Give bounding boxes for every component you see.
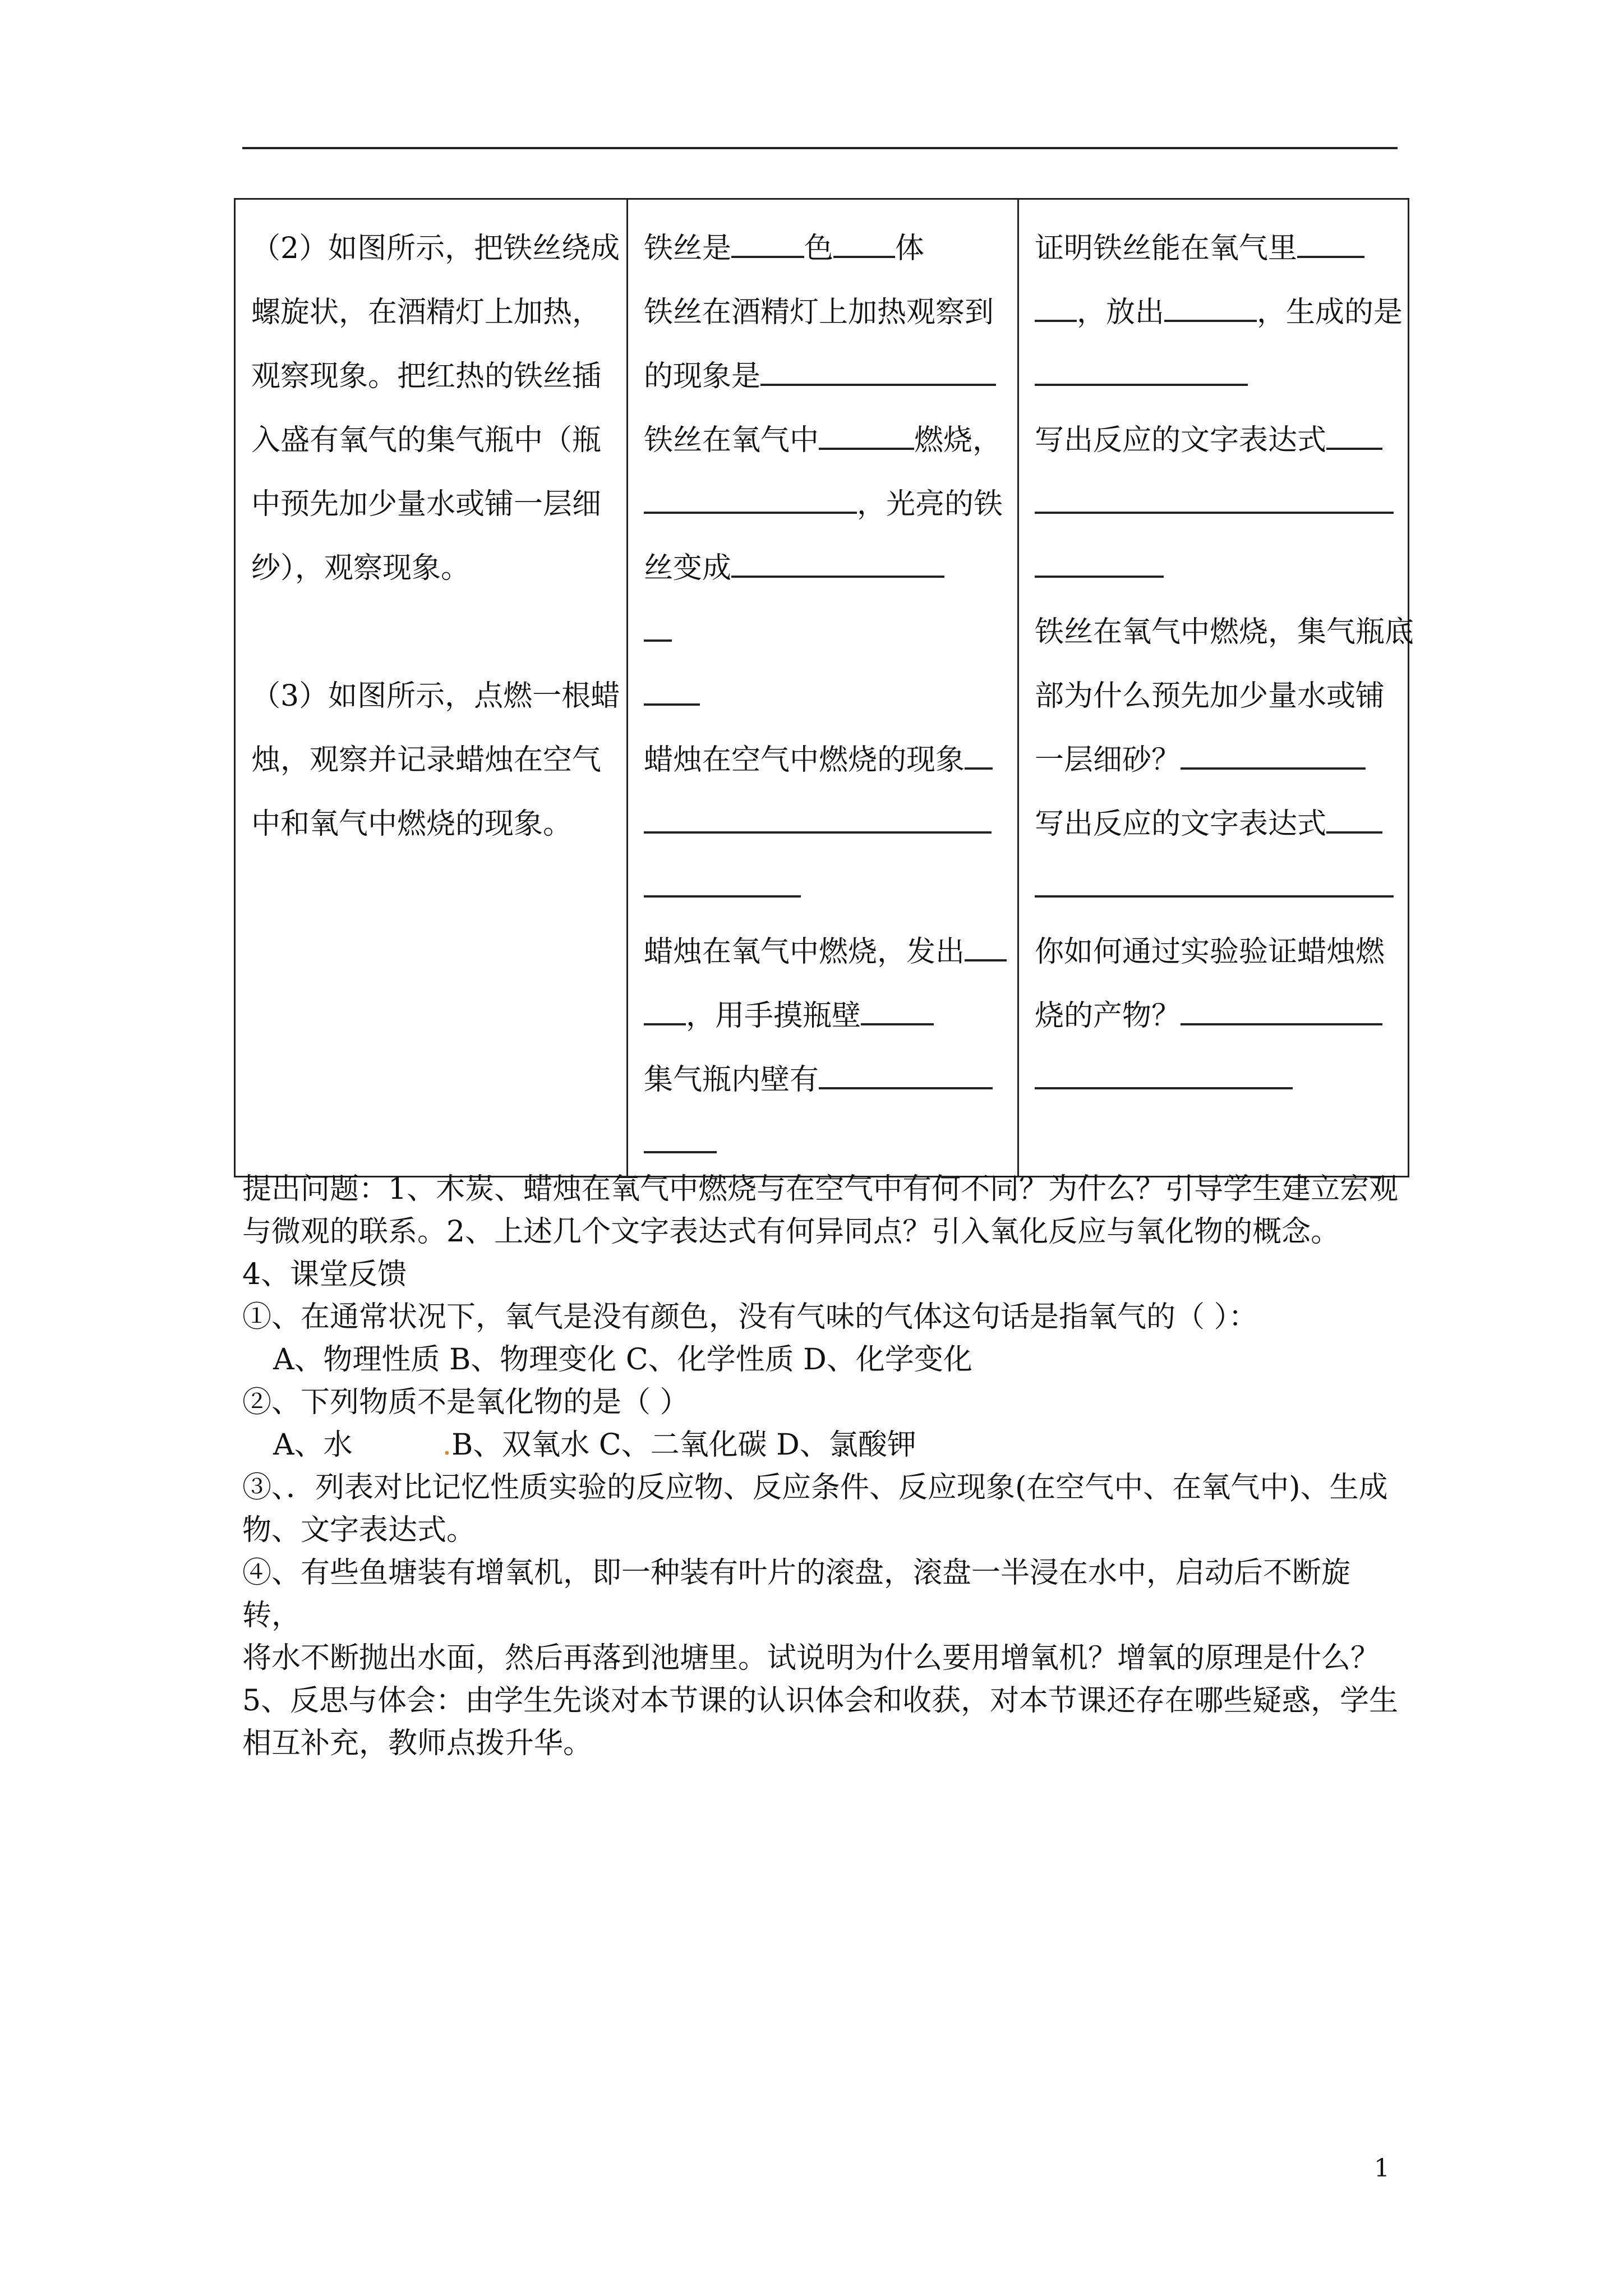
exercise-4: ④、有些鱼塘装有增氧机，即一种装有叶片的滚盘，滚盘一半浸在水中，启动后不断旋转， (242, 1556, 1351, 1632)
fill-blank[interactable] (1181, 992, 1382, 1025)
page-number: 1 (1374, 2154, 1390, 2183)
conclusion-line (1035, 856, 1395, 920)
exercise-1: ①、在通常状况下，氧气是没有颜色，没有气味的气体这句话是指氧气的（ ）： (242, 1300, 1258, 1334)
fill-blank[interactable] (731, 224, 804, 258)
fill-blank[interactable] (644, 608, 672, 642)
phenomenon-line: 蜡烛在氧气中燃烧，发出 (644, 920, 1005, 984)
fill-blank[interactable] (1035, 480, 1394, 514)
phenomenon-line: 铁丝在酒精灯上加热观察到 (644, 296, 994, 329)
conclusion-line (1035, 472, 1395, 536)
procedure-line: 烛，观察并记录蜡烛在空气 (251, 743, 602, 777)
procedure-line: 观察现象。把红热的铁丝插 (251, 360, 602, 393)
procedure-cell (235, 199, 628, 1177)
conclusion-line: 写出反应的文字表达式 (1035, 408, 1395, 472)
phenomenon-line (644, 792, 1005, 856)
procedure-line: （3）如图所示，点燃一根蜡 (251, 679, 620, 713)
conclusion-line (1035, 536, 1395, 600)
fill-blank[interactable] (731, 544, 944, 578)
fill-blank[interactable] (644, 992, 686, 1025)
phenomenon-line (644, 856, 1005, 920)
conclusion-line: 你如何通过实验验证蜡烛燃 (1035, 935, 1385, 969)
conclusion-line: 铁丝在氧气中燃烧，集气瓶底 (1035, 615, 1414, 649)
exercise-3: 物、文字表达式。 (242, 1513, 476, 1547)
procedure-line: 中预先加少量水或铺一层细 (251, 487, 602, 521)
reflection: 相互补充，教师点拨升华。 (242, 1727, 593, 1760)
fill-blank[interactable] (1035, 544, 1164, 578)
fill-blank[interactable] (1035, 1056, 1293, 1089)
exercise-2: ②、下列物质不是氧化物的是（ ） (242, 1386, 689, 1419)
fill-blank[interactable] (819, 1056, 993, 1089)
conclusion-line: ，放出 ，生成的是 (1035, 280, 1395, 344)
fill-blank[interactable] (819, 416, 914, 450)
fill-blank[interactable] (644, 480, 857, 514)
phenomenon-line (644, 1112, 1005, 1176)
fill-blank[interactable] (1035, 352, 1248, 386)
conclusion-line: 证明铁丝能在氧气里 (1035, 217, 1395, 280)
phenomenon-cell (628, 199, 1018, 1177)
fill-blank[interactable] (965, 736, 993, 770)
section-heading: 4、课堂反馈 (242, 1258, 407, 1291)
procedure-line: 螺旋状，在酒精灯上加热， (251, 296, 602, 329)
conclusion-cell (1018, 199, 1414, 1177)
fill-blank[interactable] (833, 224, 895, 258)
phenomenon-line: 丝变成 (644, 536, 1005, 600)
fill-blank[interactable] (1297, 224, 1364, 258)
procedure-line: （2）如图所示，把铁丝绕成 (251, 232, 620, 265)
exercise-2-options: A、水 .B、双氧水 C、二氧化碳 D、氯酸钾 (273, 1428, 916, 1462)
experiment-table (234, 198, 1414, 1177)
fill-blank[interactable] (1326, 416, 1382, 450)
fill-blank[interactable] (1164, 288, 1257, 322)
procedure-line: 纱），观察现象。 (251, 551, 471, 585)
fill-blank[interactable] (644, 1120, 717, 1153)
reflection: 5、反思与体会：由学生先谈对本节课的认识体会和收获，对本节课还存在哪些疑惑，学生 (242, 1684, 1399, 1718)
header-rule (242, 147, 1398, 149)
phenomenon-line: 铁丝是 色 体 (644, 217, 1005, 280)
question-line: 提出问题：1、木炭、蜡烛在氧气中燃烧与在空气中有何不同？为什么？引导学生建立宏观 (242, 1172, 1399, 1206)
fill-blank[interactable] (644, 864, 801, 898)
conclusion-line (1035, 344, 1395, 408)
fill-blank[interactable] (965, 928, 1007, 961)
fill-blank[interactable] (760, 352, 996, 386)
fill-blank[interactable] (644, 800, 992, 834)
conclusion-line: 部为什么预先加少量水或铺 (1035, 679, 1385, 713)
conclusion-line: 烧的产物？ (1035, 984, 1395, 1048)
conclusion-line: 一层细砂？ (1035, 728, 1395, 792)
phenomenon-line: ，用手摸瓶壁 (644, 984, 1005, 1048)
procedure-line: 中和氧气中燃烧的现象。 (251, 807, 573, 841)
phenomenon-line: 集气瓶内壁有 (644, 1048, 1005, 1112)
phenomenon-line (644, 664, 1005, 728)
fill-blank[interactable] (1035, 288, 1077, 322)
fill-blank[interactable] (1181, 736, 1366, 770)
phenomenon-line: 铁丝在氧气中 燃烧， (644, 408, 1005, 472)
fill-blank[interactable] (861, 992, 934, 1025)
phenomenon-line: 蜡烛在空气中燃烧的现象 (644, 728, 1005, 792)
phenomenon-line (644, 600, 1005, 664)
question-line: 与微观的联系。2、上述几个文字表达式有何异同点？引入氧化反应与氧化物的概念。 (242, 1215, 1340, 1249)
fill-blank[interactable] (1326, 800, 1382, 834)
conclusion-line (1035, 1048, 1395, 1112)
exercise-4: 将水不断抛出水面，然后再落到池塘里。试说明为什么要用增氧机？增氧的原理是什么？ (242, 1641, 1380, 1675)
fill-blank[interactable] (1035, 864, 1394, 898)
procedure-line: 入盛有氧气的集气瓶中（瓶 (251, 424, 602, 457)
conclusion-line: 写出反应的文字表达式 (1035, 792, 1395, 856)
lesson-body (242, 1168, 1403, 1765)
fill-blank[interactable] (644, 672, 700, 706)
exercise-1-options: A、物理性质 B、物理变化 C、化学性质 D、化学变化 (273, 1343, 972, 1377)
exercise-3: ③、．列表对比记忆性质实验的反应物、反应条件、反应现象(在空气中、在氧气中)、生成 (242, 1471, 1388, 1504)
phenomenon-line: 的现象是 (644, 344, 1005, 408)
phenomenon-line: ，光亮的铁 (644, 472, 1005, 536)
